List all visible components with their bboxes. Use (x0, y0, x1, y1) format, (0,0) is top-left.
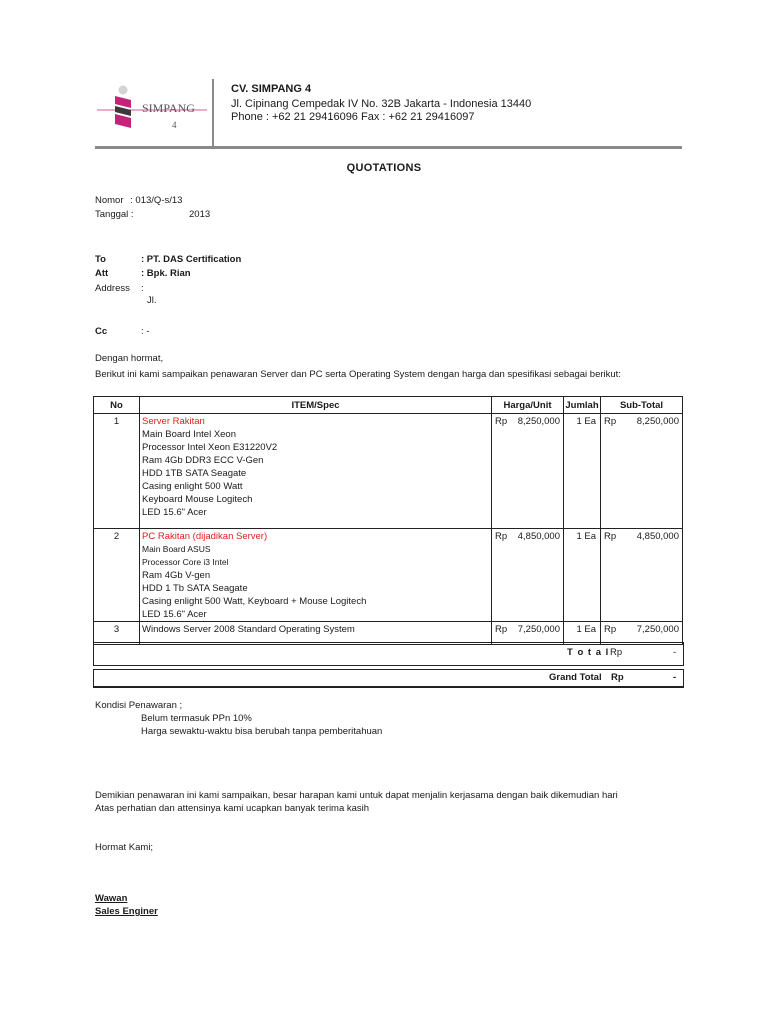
document-title: QUOTATIONS (346, 162, 422, 174)
company-name: CV. SIMPANG 4 (231, 83, 312, 95)
table-row (94, 529, 683, 622)
header-qty: Jumlah (564, 397, 601, 414)
spec-line: Main Board Intel Xeon (142, 429, 237, 440)
spec-line: Ram 4Gb V-gen (142, 570, 211, 581)
spec-line: HDD 1 Tb SATA Seagate (142, 583, 248, 594)
row-no: 1 (94, 414, 140, 529)
greeting: Dengan hormat, (95, 353, 164, 364)
company-address: Jl. Cipinang Cempedak IV No. 32B Jakarta - Indonesia 13440 (231, 98, 532, 110)
row-item (140, 414, 492, 529)
subtotal-value: 4,850,000 (636, 531, 679, 542)
condition-item: Harga sewaktu-waktu bisa berubah tanpa pemberitahuan (141, 726, 383, 737)
row-qty: 1 Ea (564, 414, 601, 529)
currency-label: Rp (495, 416, 508, 427)
currency-label: Rp (495, 531, 508, 542)
spec-line: Processor Core i3 Intel (142, 557, 229, 567)
currency-label: Rp (604, 531, 617, 542)
subtotal-value: 7,250,000 (636, 624, 679, 635)
currency-label: Rp (604, 624, 617, 635)
tanggal-label: Tanggal : (95, 209, 134, 220)
total-currency: Rp (610, 647, 623, 658)
subtotal-value: 8,250,000 (636, 416, 679, 427)
spec-line: Keyboard Mouse Logitech (142, 494, 253, 505)
row-price (492, 529, 564, 622)
closing-line-2: Atas perhatian dan attensinya kami ucapkan banyak terima kasih (95, 803, 370, 814)
header-item: ITEM/Spec (140, 397, 492, 414)
spec-line: Casing enlight 500 Watt, Keyboard + Mouse Logitech (142, 596, 367, 607)
to-value: : PT. DAS Certification (141, 254, 242, 265)
signer-name: Wawan (95, 893, 128, 904)
row-no: 3 (94, 622, 140, 645)
att-value: : Bpk. Rian (141, 268, 191, 279)
row-qty: 1 Ea (564, 529, 601, 622)
tanggal-value: 2013 (189, 209, 211, 220)
intro-body: Berikut ini kami sampaikan penawaran Server dan PC serta Operating System dengan harga dan spesifikasi sebagai berikut: (95, 369, 621, 380)
address-value: Jl. (147, 295, 157, 306)
spec-line: Main Board ASUS (142, 544, 211, 554)
currency-label: Rp (604, 416, 617, 427)
price-value: 7,250,000 (517, 624, 560, 635)
grand-total-row (93, 669, 684, 688)
condition-item: Belum termasuk PPn 10% (141, 713, 252, 724)
total-value: - (673, 647, 677, 658)
logo-subtext: 4 (172, 120, 177, 130)
total-row (93, 642, 684, 666)
header-vertical-rule (212, 79, 214, 146)
currency-label: Rp (495, 624, 508, 635)
spec-line: Casing enlight 500 Watt (142, 481, 243, 492)
signer-title: Sales Enginer (95, 906, 158, 917)
grand-total-currency: Rp (611, 672, 624, 683)
row-item (140, 529, 492, 622)
header-horizontal-rule (95, 146, 682, 149)
row-qty: 1 Ea (564, 622, 601, 645)
closing-line-1: Demikian penawaran ini kami sampaikan, besar harapan kami untuk dapat menjalin kerjasama dengan baik dikemudian hari (95, 790, 618, 801)
header-price: Harga/Unit (492, 397, 564, 414)
address-label: Address (95, 283, 130, 294)
spec-line: Processor Intel Xeon E31220V2 (142, 442, 278, 453)
header-no: No (94, 397, 140, 414)
conditions-heading: Kondisi Penawaran ; (95, 700, 183, 711)
cc-value: : - (141, 326, 150, 337)
address-colon: : (141, 283, 144, 294)
grand-total-label: Grand Total (549, 672, 602, 683)
cc-label: Cc (95, 326, 108, 337)
att-label: Att (95, 268, 109, 279)
header-subtotal: Sub-Total (601, 397, 683, 414)
logo-text: SIMPANG (142, 101, 195, 115)
item-title: PC Rakitan (dijadikan Server) (142, 531, 268, 542)
spec-line: HDD 1TB SATA Seagate (142, 468, 247, 479)
price-value: 4,850,000 (517, 531, 560, 542)
nomor-label: Nomor (95, 195, 124, 206)
row-price (492, 414, 564, 529)
item-title: Windows Server 2008 Standard Operating System (142, 624, 355, 635)
grand-total-value: - (673, 672, 677, 683)
table-row (94, 414, 683, 529)
row-subtotal (601, 414, 683, 529)
row-no: 2 (94, 529, 140, 622)
item-title: Server Rakitan (142, 416, 205, 427)
regards: Hormat Kami; (95, 842, 154, 853)
company-phone: Phone : +62 21 29416096 Fax : +62 21 29416097 (231, 111, 475, 123)
spec-line: LED 15.6" Acer (142, 507, 207, 518)
to-label: To (95, 254, 106, 265)
nomor-row (95, 195, 182, 206)
company-logo (95, 78, 210, 143)
price-value: 8,250,000 (517, 416, 560, 427)
spec-line: LED 15.6" Acer (142, 609, 207, 620)
table-header-row (94, 397, 683, 414)
spec-line: Ram 4Gb DDR3 ECC V-Gen (142, 455, 264, 466)
nomor-value: : 013/Q-s/13 (130, 195, 183, 206)
row-subtotal (601, 529, 683, 622)
quotation-table (93, 396, 683, 645)
total-label: T o t a l (567, 647, 610, 658)
